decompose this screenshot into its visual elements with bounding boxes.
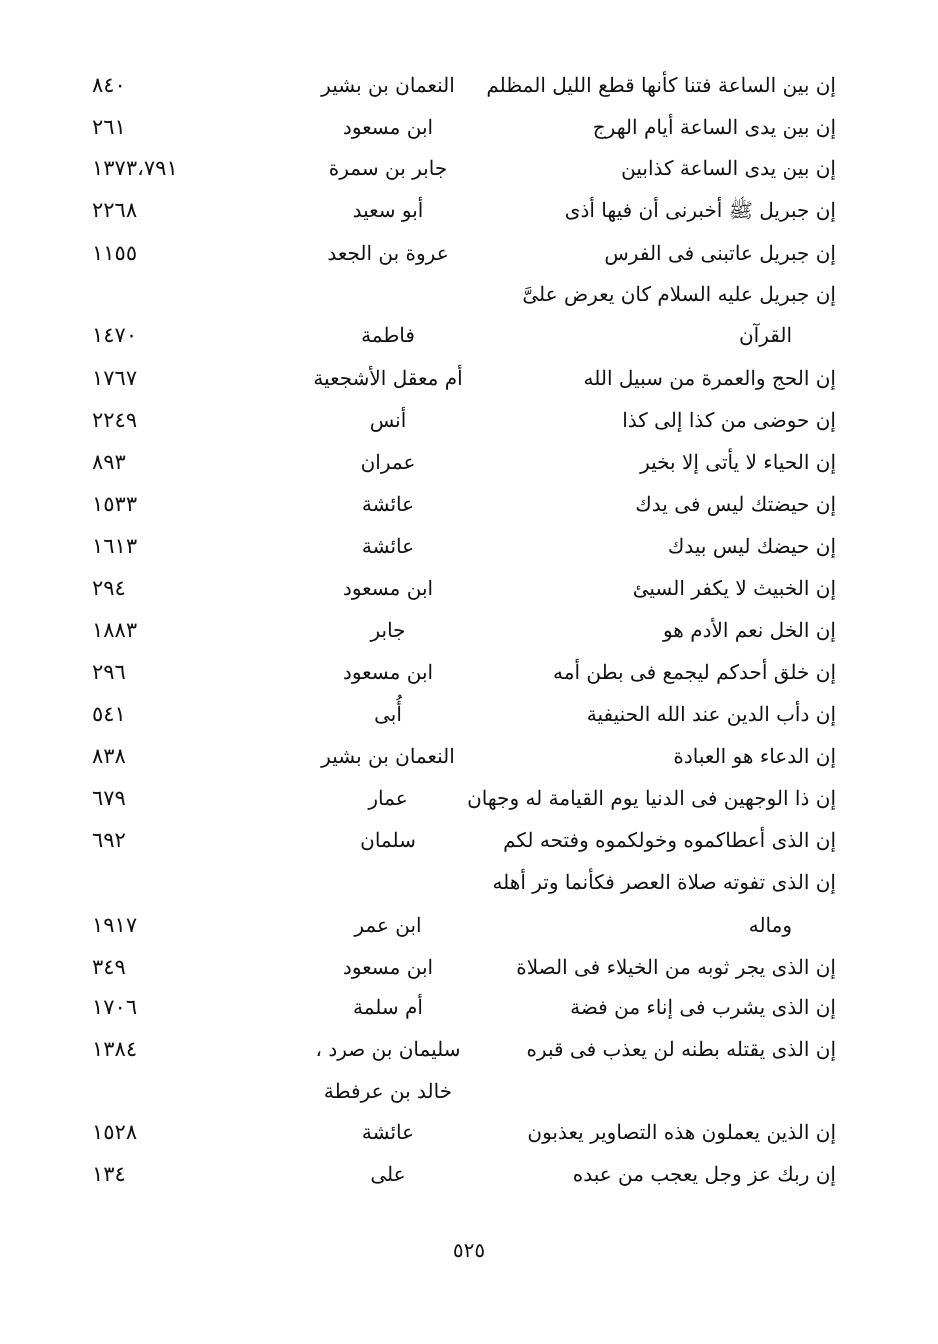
narrator-name: أم سلمة	[353, 995, 423, 1019]
index-row	[0, 525, 938, 567]
hadith-text: إن حيضك ليس بيدك	[667, 534, 836, 558]
index-row	[0, 567, 938, 609]
hadith-text: إن ربك عز وجل يعجب من عبده	[572, 1162, 836, 1186]
index-row	[0, 946, 938, 988]
hadith-text: إن الدعاء هو العبادة	[673, 744, 836, 768]
index-row	[0, 106, 938, 148]
index-row	[0, 357, 938, 399]
hadith-text: إن الخل نعم الأدم هو	[662, 618, 836, 642]
hadith-number: ٨٩٣	[92, 450, 126, 474]
index-row	[0, 1111, 938, 1153]
hadith-number: ٢٢٦٨	[92, 198, 138, 222]
narrator-name: ابن مسعود	[342, 115, 434, 139]
index-row	[0, 1070, 938, 1112]
page-number: ٥٢٥	[452, 1238, 486, 1262]
narrator-name: عائشة	[361, 534, 415, 558]
hadith-number: ١٥٢٨	[92, 1120, 138, 1144]
hadith-text: إن جبريل عاتبنى فى الفرس	[604, 241, 836, 265]
hadith-number: ١٦١٣	[92, 534, 138, 558]
hadith-number: ١٤٧٠	[92, 323, 138, 347]
narrator-name: ابن مسعود	[342, 660, 434, 684]
hadith-number: ١٥٣٣	[92, 492, 138, 516]
hadith-text: إن بين الساعة فتنا كأنها قطع الليل المظلم	[486, 73, 836, 97]
index-row	[0, 314, 938, 356]
index-row	[0, 273, 938, 315]
hadith-text: إن دأب الدين عند الله الحنيفية	[586, 702, 836, 726]
hadith-number: ٢٢٤٩	[92, 408, 138, 432]
hadith-text: إن الذى يجر ثوبه من الخيلاء فى الصلاة	[516, 955, 836, 979]
hadith-number: ١٩١٧	[92, 913, 138, 937]
narrator-name: ابن مسعود	[342, 576, 434, 600]
hadith-number	[92, 1070, 282, 1112]
hadith-number: ٢٩٦	[92, 660, 126, 684]
narrator-name: على	[370, 1162, 406, 1186]
hadith-number: ١٣٧٣،٧٩١	[92, 156, 178, 180]
index-row	[0, 986, 938, 1028]
narrator-name: سليمان بن صرد ،	[315, 1037, 461, 1061]
hadith-number: ١٣٨٤	[92, 1037, 138, 1061]
index-row	[0, 819, 938, 861]
hadith-text: إن الذين يعملون هذه التصاوير يعذبون	[527, 1120, 836, 1144]
hadith-text-continuation: القرآن	[738, 323, 792, 347]
narrator-name: النعمان بن بشير	[321, 744, 455, 768]
index-row	[0, 651, 938, 693]
index-row	[0, 693, 938, 735]
narrator-name: النعمان بن بشير	[321, 73, 455, 97]
hadith-text: إن جبريل ﷺ أخبرنى أن فيها أذى	[564, 198, 836, 222]
index-row	[0, 441, 938, 483]
index-row	[0, 64, 938, 106]
hadith-number: ٢٩٤	[92, 576, 126, 600]
narrator-name: فاطمة	[361, 323, 415, 347]
index-row	[0, 399, 938, 441]
index-row	[0, 861, 938, 903]
hadith-number: ٨٤٠	[92, 73, 126, 97]
hadith-text: إن الذى يشرب فى إناء من فضة	[570, 995, 836, 1019]
narrator-name	[268, 861, 508, 903]
hadith-text: إن الحج والعمرة من سبيل الله	[583, 366, 836, 390]
hadith-text: إن الذى يقتله بطنه لن يعذب فى قبره	[526, 1037, 836, 1061]
narrator-name: سلمان	[360, 828, 416, 852]
hadith-text: إن بين يدى الساعة أيام الهرج	[592, 115, 836, 139]
hadith-text: إن الذى تفوته صلاة العصر فكأنما وتر أهله	[492, 870, 836, 894]
hadith-number: ٨٣٨	[92, 744, 126, 768]
index-row	[0, 1153, 938, 1195]
narrator-name: ابن مسعود	[342, 955, 434, 979]
narrator-name: جابر	[370, 618, 406, 642]
narrator-name: عائشة	[361, 1120, 415, 1144]
hadith-number: ١٣٤	[92, 1162, 126, 1186]
narrator-name	[268, 273, 508, 315]
index-row	[0, 232, 938, 274]
narrator-name: أم معقل الأشجعية	[313, 366, 463, 390]
hadith-number	[92, 861, 282, 903]
hadith-text: إن الحياء لا يأتى إلا بخير	[640, 450, 836, 474]
hadith-number	[92, 273, 282, 315]
hadith-text-continuation: وماله	[748, 913, 792, 937]
hadith-number: ١٨٨٣	[92, 618, 138, 642]
hadith-number: ٦٧٩	[92, 786, 126, 810]
index-row	[0, 1028, 938, 1070]
hadith-text: إن حوضى من كذا إلى كذا	[622, 408, 836, 432]
hadith-text: إن حيضتك ليس فى يدك	[635, 492, 836, 516]
narrator-name: أُبى	[374, 702, 402, 726]
hadith-text: إن الذى أعطاكموه وخولكموه وفتحه لكم	[503, 828, 836, 852]
index-row	[0, 189, 938, 231]
hadith-number: ١٧٠٦	[92, 995, 138, 1019]
narrator-name: عروة بن الجعد	[327, 241, 449, 265]
narrator-name: أنس	[369, 408, 407, 432]
hadith-text: إن بين يدى الساعة كذابين	[621, 156, 836, 180]
hadith-number: ١١٥٥	[92, 241, 138, 265]
index-row	[0, 735, 938, 777]
narrator-name: ابن عمر	[354, 913, 422, 937]
index-row	[0, 609, 938, 651]
hadith-number: ١٧٦٧	[92, 366, 138, 390]
narrator-name: جابر بن سمرة	[328, 156, 448, 180]
narrator-name: أبو سعيد	[352, 198, 424, 222]
hadith-text: إن خلق أحدكم ليجمع فى بطن أمه	[553, 660, 836, 684]
narrator-name: عمار	[368, 786, 408, 810]
index-row	[0, 147, 938, 189]
index-row	[0, 483, 938, 525]
hadith-number: ٢٦١	[92, 115, 126, 139]
hadith-text: إن ذا الوجهين فى الدنيا يوم القيامة له وجهان	[467, 786, 836, 810]
index-row	[0, 904, 938, 946]
hadith-text: إن الخبيث لا يكفر السيئ	[632, 576, 836, 600]
narrator-name: عائشة	[361, 492, 415, 516]
index-row	[0, 777, 938, 819]
hadith-number: ٥٤١	[92, 702, 126, 726]
narrator-name-continuation: خالد بن عرفطة	[323, 1079, 453, 1103]
hadith-number: ٣٤٩	[92, 955, 126, 979]
hadith-text: إن جبريل عليه السلام كان يعرض علىَّ	[522, 282, 836, 306]
hadith-number: ٦٩٢	[92, 828, 126, 852]
narrator-name: عمران	[360, 450, 416, 474]
